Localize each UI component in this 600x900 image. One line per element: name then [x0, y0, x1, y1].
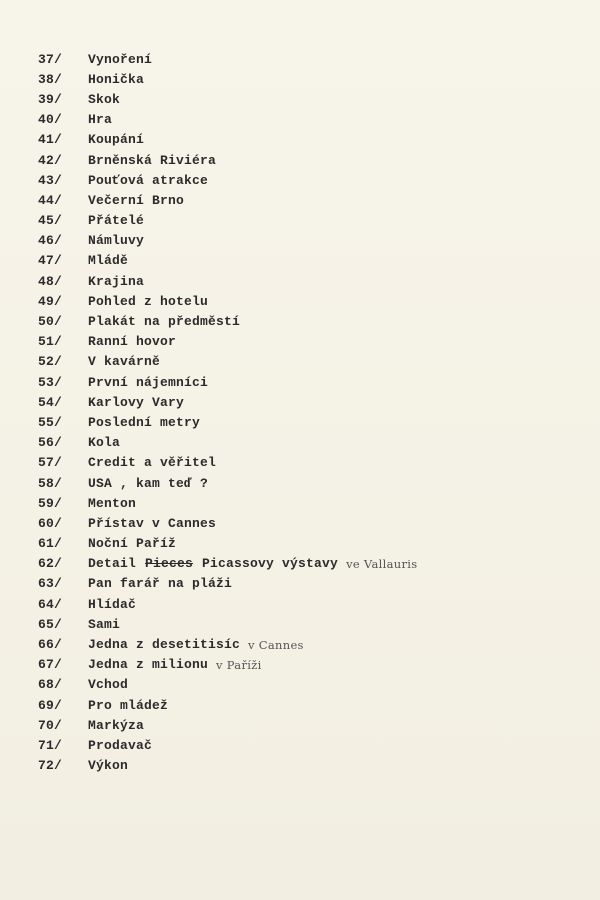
item-number: 51/ — [38, 334, 63, 350]
item-number: 71/ — [38, 737, 63, 753]
item-number: 61/ — [38, 536, 63, 552]
list-item — [38, 473, 417, 493]
item-number: 68/ — [38, 677, 63, 693]
list-item — [38, 534, 417, 554]
item-title: V kavárně — [88, 354, 161, 370]
item-title: Pohled z hotelu — [88, 293, 209, 309]
item-title: Prodavač — [88, 737, 153, 753]
list-item — [38, 170, 417, 190]
item-title: Vchod — [88, 677, 129, 693]
item-number: 64/ — [38, 596, 63, 612]
item-number: 66/ — [38, 637, 63, 653]
list-item — [38, 271, 417, 291]
list-item — [38, 554, 417, 574]
item-number: 70/ — [38, 717, 63, 733]
item-title: Pan farář na pláži — [88, 576, 233, 592]
list-item — [38, 574, 417, 594]
item-title: Jedna z desetitisíc — [88, 637, 241, 653]
item-number: 37/ — [38, 51, 63, 67]
item-title: Námluvy — [88, 233, 145, 249]
item-title: Brněnská Riviéra — [88, 152, 217, 168]
list-item — [38, 412, 417, 432]
item-title: Karlovy Vary — [88, 394, 185, 410]
item-title: Přístav v Cannes — [88, 515, 217, 531]
item-title: USA , kam teď ? — [88, 475, 209, 491]
list-item — [38, 735, 417, 755]
list-item — [38, 332, 417, 352]
item-title: Krajina — [88, 273, 145, 289]
item-number: 53/ — [38, 374, 63, 390]
item-number: 69/ — [38, 697, 63, 713]
item-number: 48/ — [38, 273, 63, 289]
item-title: Mládě — [88, 253, 129, 269]
list-item — [38, 634, 417, 654]
item-number: 62/ — [38, 556, 63, 572]
item-number: 42/ — [38, 152, 63, 168]
list-item — [38, 211, 417, 231]
item-number: 72/ — [38, 758, 63, 774]
item-number: 49/ — [38, 293, 63, 309]
list-item — [38, 190, 417, 210]
item-number: 54/ — [38, 394, 63, 410]
item-number: 59/ — [38, 495, 63, 511]
item-title: Menton — [88, 495, 137, 511]
list-item — [38, 49, 417, 69]
list-item — [38, 756, 417, 776]
list-item — [38, 453, 417, 473]
list-item — [38, 110, 417, 130]
item-title: Detail — [88, 556, 137, 572]
item-number: 57/ — [38, 455, 63, 471]
list-item — [38, 372, 417, 392]
list-item — [38, 69, 417, 89]
list-item — [38, 655, 417, 675]
item-number: 46/ — [38, 233, 63, 249]
photo-title-list — [38, 49, 417, 776]
item-title: Poslední metry — [88, 414, 201, 430]
item-title: Přátelé — [88, 213, 145, 229]
item-number: 65/ — [38, 616, 63, 632]
handwritten-annotation: v Paříži — [216, 657, 262, 672]
list-item — [38, 251, 417, 271]
item-number: 44/ — [38, 192, 63, 208]
item-title: Pouťová atrakce — [88, 172, 209, 188]
list-item — [38, 675, 417, 695]
list-item — [38, 715, 417, 735]
item-title: Skok — [88, 91, 121, 107]
list-item — [38, 392, 417, 412]
item-title: Koupání — [88, 132, 145, 148]
list-item — [38, 150, 417, 170]
item-title: Credit a věřitel — [88, 455, 217, 471]
item-number: 55/ — [38, 414, 63, 430]
list-item — [38, 291, 417, 311]
list-item — [38, 231, 417, 251]
item-title: Večerní Brno — [88, 192, 185, 208]
item-number: 58/ — [38, 475, 63, 491]
item-title: Kola — [88, 435, 121, 451]
item-title: Sami — [88, 616, 121, 632]
item-title: Výkon — [88, 758, 129, 774]
item-title: Hlídač — [88, 596, 137, 612]
item-number: 50/ — [38, 314, 63, 330]
item-title: Hra — [88, 112, 113, 128]
list-item — [38, 433, 417, 453]
list-item — [38, 89, 417, 109]
item-title: Ranní hovor — [88, 334, 177, 350]
item-title: Plakát na předměstí — [88, 314, 241, 330]
list-item — [38, 493, 417, 513]
item-title-continued: Picassovy výstavy — [202, 556, 339, 572]
list-item — [38, 695, 417, 715]
item-number: 39/ — [38, 91, 63, 107]
item-number: 60/ — [38, 515, 63, 531]
list-item — [38, 352, 417, 372]
item-title: Vynoření — [88, 51, 153, 67]
item-title: První nájemníci — [88, 374, 209, 390]
list-item — [38, 614, 417, 634]
list-item — [38, 594, 417, 614]
handwritten-annotation: v Cannes — [248, 637, 304, 652]
item-number: 67/ — [38, 657, 63, 673]
item-number: 56/ — [38, 435, 63, 451]
list-item — [38, 130, 417, 150]
item-number: 63/ — [38, 576, 63, 592]
item-title: Noční Paříž — [88, 536, 177, 552]
item-title: Honička — [88, 71, 145, 87]
item-title: Markýza — [88, 717, 145, 733]
item-title: Jedna z milionu — [88, 657, 209, 673]
item-number: 45/ — [38, 213, 63, 229]
item-title: Pro mládež — [88, 697, 169, 713]
item-number: 38/ — [38, 71, 63, 87]
item-number: 43/ — [38, 172, 63, 188]
item-number: 47/ — [38, 253, 63, 269]
handwritten-annotation: ve Vallauris — [346, 556, 418, 571]
list-item — [38, 513, 417, 533]
item-number: 41/ — [38, 132, 63, 148]
item-number: 52/ — [38, 354, 63, 370]
item-number: 40/ — [38, 112, 63, 128]
list-item — [38, 311, 417, 331]
struck-out-word: Pieces — [145, 556, 194, 572]
